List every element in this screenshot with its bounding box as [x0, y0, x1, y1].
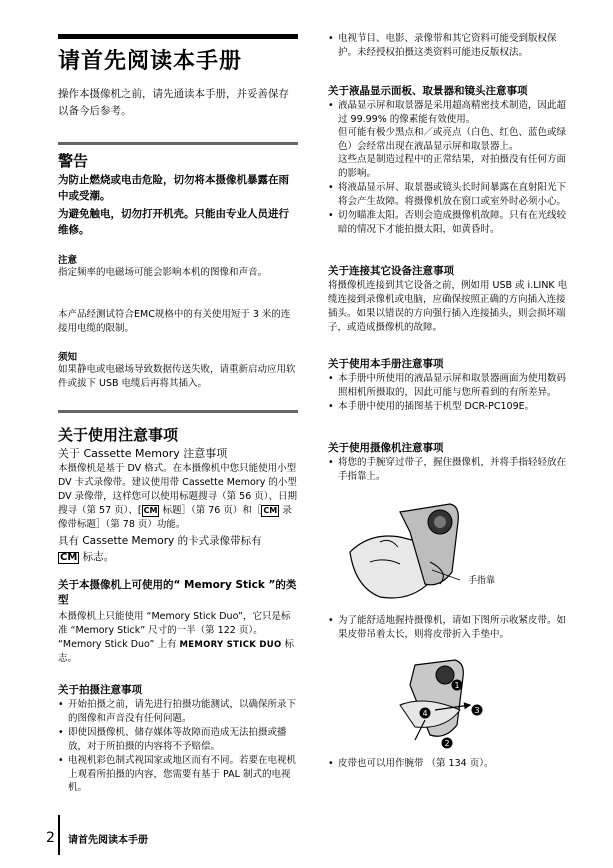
cm-paragraph: [58, 462, 298, 532]
list-item: • 将液晶显示屏、取景器或镜头长时间暴露在直射阳光下将会产生故障。将摄像机放在窗口或室外时必须小心。: [328, 181, 573, 208]
manual-list: [328, 372, 573, 415]
cm-logo-line: [58, 533, 298, 565]
memo-title: 须知: [58, 352, 78, 363]
cm-title: 关于 Cassette Memory 注意事项: [58, 447, 228, 460]
cm-text-2: 标题］（第 76 页）和［: [159, 505, 262, 516]
footer-title: 请首先阅读本手册: [68, 835, 148, 846]
list-item: • 皮带也可以用作腕带 （第 134 页）。: [328, 757, 573, 771]
warning-line-1: 为防止燃烧或电击危险，切勿将本摄像机暴露在雨中或受潮。: [58, 174, 289, 202]
step-4-label: 4: [422, 709, 428, 718]
finger-rest-label: 手指靠: [468, 576, 496, 586]
hand-holding-camera-illustration: [340, 492, 500, 612]
usage-title: 关于使用注意事项: [58, 426, 179, 444]
rec-title: 关于拍摄注意事项: [58, 684, 142, 696]
notice-paragraph-1: 指定频率的电磁场可能会影响本机的图像和声音。: [58, 267, 268, 278]
cassette-memory-logo: CM: [60, 552, 78, 563]
page-title: 请首先阅读本手册: [58, 49, 243, 74]
list-item: • 为了能舒适地握持摄像机，请如下图所示收紧皮带。如果皮带吊着太长，则将皮带折入手垫中。: [328, 614, 573, 641]
handle-list-2: [328, 614, 573, 642]
handle-list-1: [328, 456, 573, 484]
notice-title: 注意: [58, 255, 78, 266]
step-2-label: 2: [444, 739, 450, 748]
section-rule-warning: [58, 142, 298, 145]
cm-text-4: 具有 Cassette Memory 的卡式录像带标有: [58, 535, 262, 547]
cm-text-1: 本摄像机是基于 DV 格式。在本摄像机中您只能使用小型 DV 卡式录像带。建议使用带 Cassette Memory 的小型 DV 录像带，这样您可以使用标题搜寻（第 56 页）、日期搜寻（第 57 页）、[: [58, 463, 298, 516]
lcd-item-text: 液晶显示屏和取景器是采用超高精密技术制造，因此超过 99.99% 的像素能有效使用。: [338, 100, 567, 125]
handle-list-3: [328, 757, 573, 772]
list-item: • 切勿瞄准太阳。否则会造成摄像机故障。只有在光线较暗的情况下才能拍摄太阳，如黄昏时。: [328, 209, 573, 236]
conn-title: 关于连接其它设备注意事项: [328, 265, 454, 277]
list-item: • 即使因摄像机、储存媒体等故障而造成无法拍摄或播放，对于所拍摄的内容将不予赔偿。: [58, 726, 298, 753]
conn-paragraph: 将摄像机连接到其它设备之前，例如用 USB 或 i.LINK 电缆连接到录像机或电脑，应确保按照正确的方向插入连接插头。如果以错误的方向强行插入连接插头，则会损坏端子，或造成摄像机的故障。: [328, 280, 568, 333]
list-item: • 本手册中使用的插图基于机型 DCR-PC109E。: [328, 400, 573, 414]
cassette-memory-icon: CM: [143, 506, 158, 515]
ms-title: 关于本摄像机上可使用的“ Memory Stick ”的类型: [58, 579, 297, 606]
copyright-list: [328, 32, 573, 60]
ms-paragraph: [58, 610, 298, 666]
warning-line-2: 为避免触电，切勿打开机壳。只能由专业人员进行维修。: [58, 208, 289, 236]
memo-paragraph: 如果静电或电磁场导致数据传送失败，请重新启动应用软件或拔下 USB 电缆后再将其插入。: [58, 364, 296, 389]
lcd-sub-2: 这些点是制造过程中的正常结果，对拍摄没有任何方面的影响。: [338, 154, 567, 179]
title-bar: [58, 34, 298, 39]
lcd-list: [328, 99, 573, 237]
list-item: • 将您的手腕穿过带子，握住摄像机，并将手指轻轻放在手指靠上。: [328, 456, 573, 483]
ms-text-1: 本摄像机上只能使用 “Memory Stick Duo”，它只是标准 “Memory Stick” 尺寸的一半（第 122 页）。 “Memory Stick Duo” 上有: [58, 611, 291, 650]
rec-list: [58, 698, 298, 796]
warning-title: 警告: [58, 152, 89, 170]
list-item: • 电视节目、电影、录像带和其它资料可能受到版权保护。未经授权拍摄这类资料可能违反版权法。: [328, 32, 573, 59]
manual-title: 关于使用本手册注意事项: [328, 358, 444, 370]
step-1-label: 1: [454, 681, 460, 690]
cm-text-5: 标志。: [79, 551, 115, 563]
cassette-memory-icon-2: CM: [263, 506, 278, 515]
list-item: • 本手册中所使用的液晶显示屏和取景器画面为使用数码照相机所摄取的，因此可能与您所看到的有所差异。: [328, 372, 573, 399]
handle-title: 关于使用摄像机注意事项: [328, 442, 444, 454]
footer-bar: [58, 815, 60, 855]
list-item: [328, 99, 573, 180]
lcd-title: 关于液晶显示面板、取景器和镜头注意事项: [328, 85, 528, 97]
intro-paragraph: 操作本摄像机之前，请先通读本手册，并妥善保存以备今后参考。: [58, 88, 289, 117]
step-3-label: 3: [474, 706, 480, 715]
lcd-sub-1: 但可能有极少黑点和／或亮点（白色、红色、蓝色或绿色）会经常出现在液晶显示屏和取景器上。: [338, 127, 567, 152]
memory-stick-duo-logo: MEMORY STICK DUO: [179, 640, 282, 650]
list-item: • 开始拍摄之前，请先进行拍摄功能测试，以确保所录下的图像和声音没有任何问题。: [58, 698, 298, 725]
list-item: • 电视机彩色制式视国家或地区而有不同。若要在电视机上观看所拍摄的内容，您需要有基于 PAL 制式的电视机。: [58, 754, 298, 795]
page-number: 2: [46, 830, 55, 846]
cm-text-3: 录像带标题］（第 78 页）功能。: [58, 505, 292, 530]
ms-text-2: 标志。: [58, 639, 295, 664]
belt-tighten-illustration: [385, 655, 495, 750]
section-rule-usage: [58, 410, 298, 413]
notice-paragraph-2: 本产品经测试符合EMC规格中的有关使用短于 3 米的连接用电缆的限制。: [58, 309, 291, 334]
